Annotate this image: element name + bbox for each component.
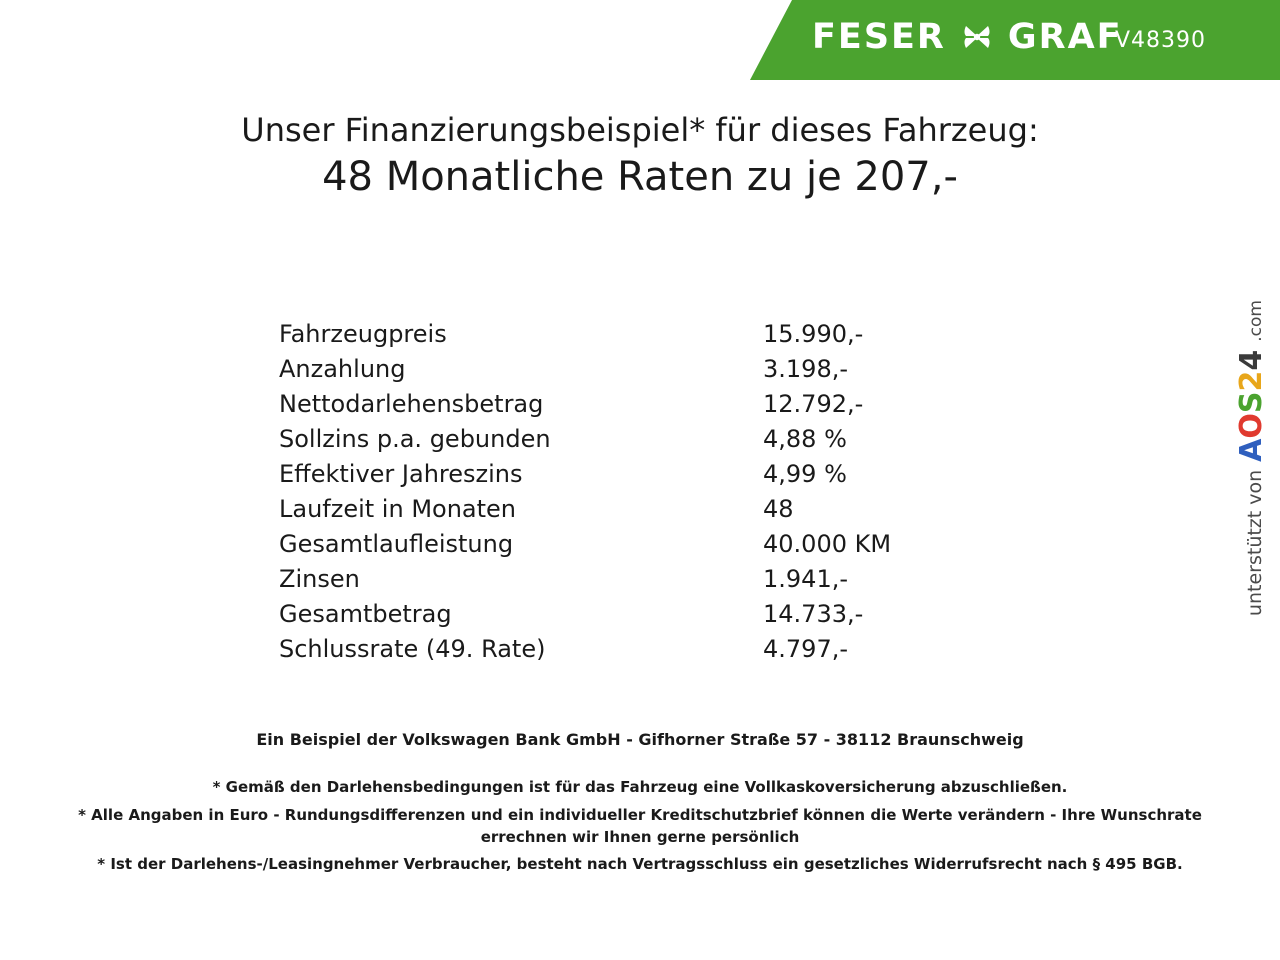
row-label: Zinsen — [279, 565, 360, 593]
row-value: 14.733,- — [763, 600, 864, 628]
row-label: Sollzins p.a. gebunden — [279, 425, 551, 453]
row-label: Effektiver Jahreszins — [279, 460, 523, 488]
table-row — [279, 460, 1063, 495]
page-title: Unser Finanzierungsbeispiel* für dieses Fahrzeug: — [241, 111, 1039, 149]
table-row — [279, 600, 1063, 635]
brand-name-graf: GRAF — [1007, 17, 1123, 57]
row-value: 48 — [763, 495, 794, 523]
table-row — [279, 565, 1063, 600]
footer-bank-line: Ein Beispiel der Volkswagen Bank GmbH - Gifhorner Straße 57 - 38112 Braunschweig — [256, 730, 1024, 749]
title-block — [0, 110, 1280, 202]
row-value: 40.000 KM — [763, 530, 892, 558]
row-value: 1.941,- — [763, 565, 848, 593]
table-row — [279, 495, 1063, 530]
footer-note-1: * Gemäß den Darlehensbedingungen ist für das Fahrzeug eine Vollkaskoversicherung abzuschließen. — [212, 778, 1068, 796]
aos-letter-s: S — [1234, 391, 1269, 414]
table-row — [279, 425, 1063, 460]
table-row — [279, 390, 1063, 425]
row-value: 4.797,- — [763, 635, 848, 663]
row-value: 4,88 % — [763, 425, 847, 453]
aos-letter-a: A — [1234, 438, 1269, 462]
vehicle-id: V48390 — [1115, 28, 1207, 53]
brand-name-feser: FESER — [812, 17, 946, 57]
row-label: Gesamtbetrag — [279, 600, 452, 628]
finance-table — [279, 320, 1063, 670]
support-strip — [1234, 300, 1274, 660]
row-label: Anzahlung — [279, 355, 406, 383]
table-row — [279, 355, 1063, 390]
row-label: Laufzeit in Monaten — [279, 495, 517, 523]
row-label: Fahrzeugpreis — [279, 320, 447, 348]
aos-letter-o: O — [1234, 413, 1269, 439]
row-value: 3.198,- — [763, 355, 848, 383]
row-value: 4,99 % — [763, 460, 847, 488]
page-footer — [0, 730, 1280, 876]
aos-dotcom: .com — [1246, 300, 1266, 342]
row-value: 15.990,- — [763, 320, 864, 348]
table-row — [279, 320, 1063, 355]
aos-digit-2: 2 — [1234, 370, 1269, 392]
clover-icon — [960, 20, 994, 54]
table-row — [279, 635, 1063, 670]
footer-note-3: * Ist der Darlehens-/Leasingnehmer Verbraucher, besteht nach Vertragsschluss ein gesetzliches Widerrufsrecht nach § 495 BGB. — [97, 855, 1183, 874]
row-label: Schlussrate (49. Rate) — [279, 635, 546, 663]
page-subtitle: 48 Monatliche Raten zu je 207,- — [322, 154, 958, 200]
support-rotated-text — [1234, 300, 1269, 616]
row-label: Nettodarlehensbetrag — [279, 390, 544, 418]
row-label: Gesamtlaufleistung — [279, 530, 514, 558]
page-header — [0, 0, 1280, 80]
feser-graf-logo — [812, 17, 1123, 57]
table-row — [279, 530, 1063, 565]
aos24-logo — [1234, 350, 1269, 462]
aos-digit-4: 4 — [1234, 349, 1269, 371]
row-value: 12.792,- — [763, 390, 864, 418]
support-label: unterstützt von — [1244, 469, 1266, 617]
finance-table-body — [279, 320, 1063, 670]
footer-note-2: * Alle Angaben in Euro - Rundungsdifferenzen und ein individueller Kreditschutzbrief können die Werte verändern - Ihre Wunschrate errechnen wir Ihnen gerne persönlich — [78, 805, 1202, 846]
